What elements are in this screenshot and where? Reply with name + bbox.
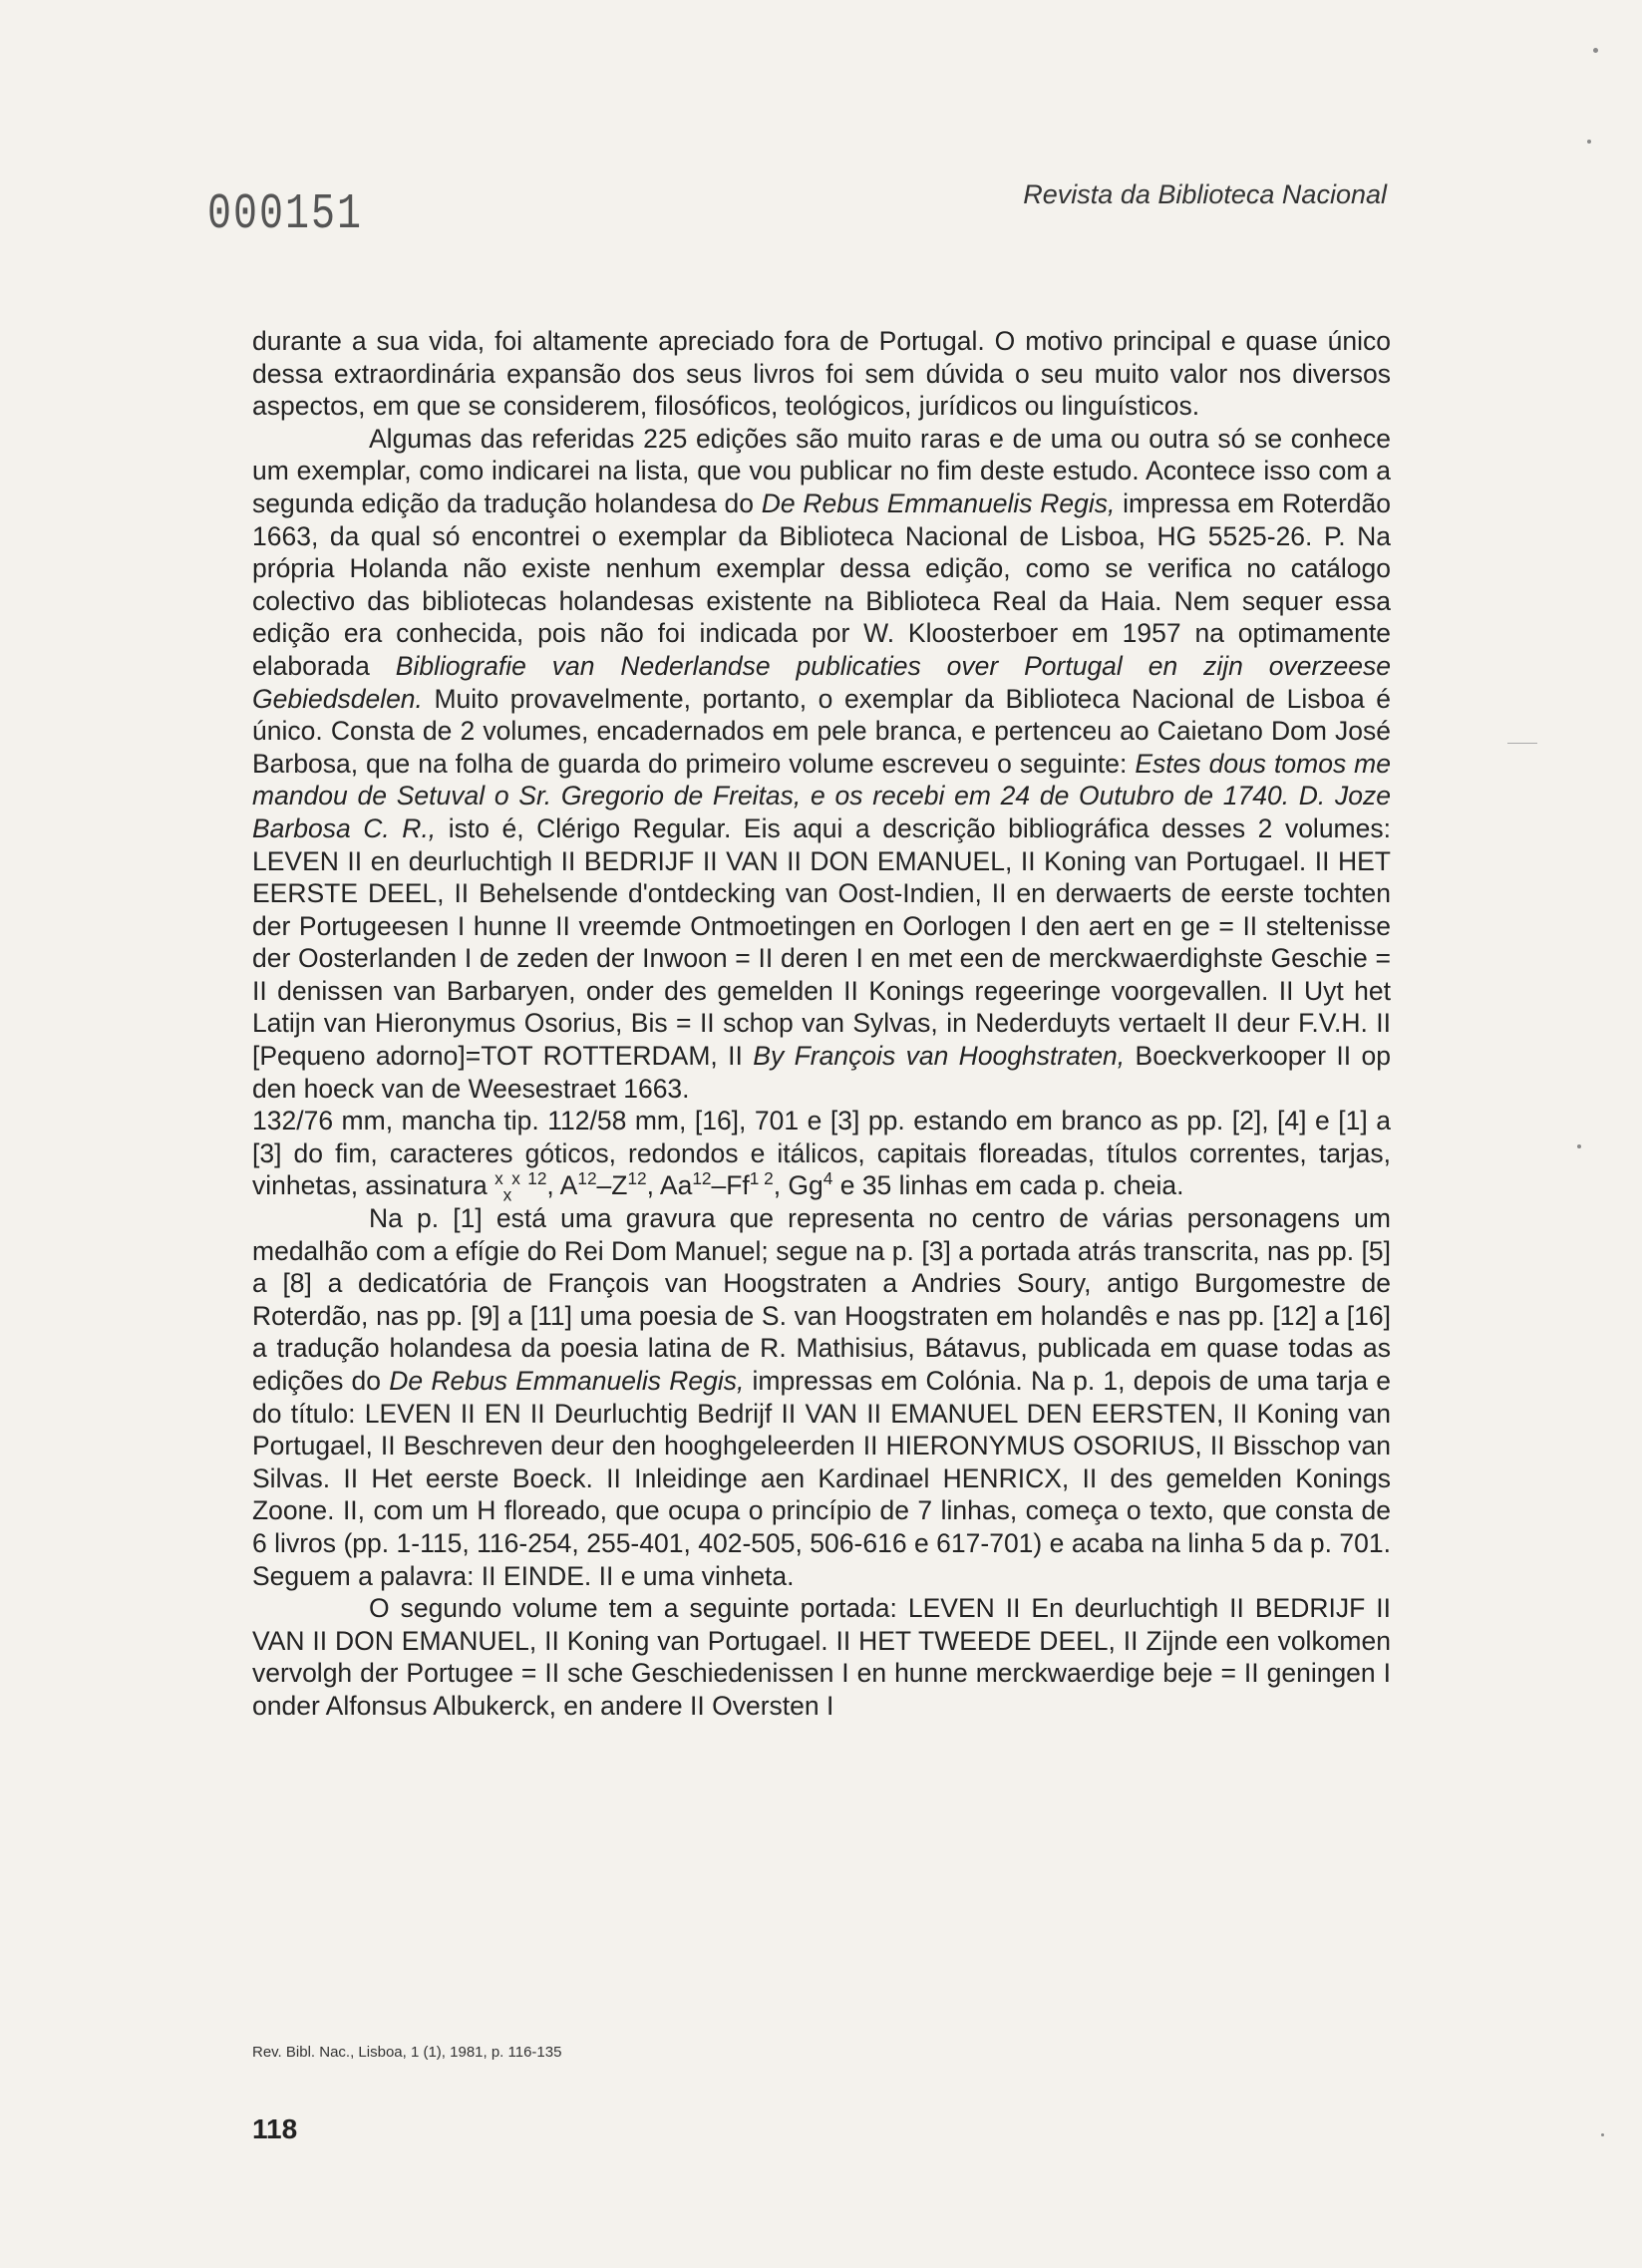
archive-stamp-number: 000151 [207, 187, 364, 244]
page-number: 118 [252, 2113, 298, 2144]
bibliographic-description: 132/76 mm, mancha tip. 112/58 mm, [16], 701 e [3] pp. estando em branco as pp. [2], [4] e [1] a [3] do fim, caracteres góticos, redondos e itálicos, capitais floreadas, títulos correntes, tarjas, vinhetas, assinatura $^x_x^x$ $^{12}$, $A^{12}-Z^{12}$, $Aa^{12}-Ff^{1 2}$, Gg$^4$ e 35 linhas em cada p. cheia. [252, 1106, 1391, 1205]
book-title: De Rebus Emmanuelis Regis, [389, 1366, 745, 1396]
printer-name: By François van Hooghstraten, [753, 1041, 1126, 1072]
paper-speck [1601, 2133, 1604, 2136]
paper-speck [1593, 48, 1598, 53]
paragraph-3: Na p. [1] está uma gravura que representa no centro de várias personagens um medalhão com a efígie do Rei Dom Manuel; segue na p. [3] a portada atrás transcrita, nas pp. [5] a [8] a dedicatória de François van Hoogstraten a Andries Soury, antigo Burgomestre de Roterdão, nas pp. [9] a [11] uma poesia de S. van Hoogstraten em holandês e nas pp. [12] a [16] a tradução holandesa da poesia latina de R. Mathisius, Bátavus, publicada em quase todas as edições do De Rebus Emmanuelis Regis, impressas em Colónia. Na p. 1, depois de uma tarja e do título: LEVEN II EN II Deurluchtig Bedrijf II VAN II EMANUEL DEN EERSTEN, II Koning van Portugael, II Beschreven deur den hooghgeleerden II HIERONYMUS OSORIUS, II Bisschop van Silvas. II Het eerste Boeck. II Inleidinge aen Kardinael HENRICX, II des gemelden Konings Zoone. II, com um H floreado, que ocupa o princípio de 7 linhas, começa o texto, que consta de 6 livros (pp. 1-115, 116-254, 255-401, 402-505, 506-616 e 617-701) e acaba na linha 5 da p. 701. Seguem a palavra: II EINDE. II e uma vinheta. [252, 1203, 1392, 1591]
book-title: De Rebus Emmanuelis Regis, [761, 487, 1116, 518]
running-head-title: Revista da Biblioteca Nacional [1023, 179, 1387, 209]
article-body [252, 325, 1391, 1723]
paragraph-4: O segundo volume tem a seguinte portada: LEVEN II En deurluchtigh II BEDRIJF II VAN II DON EMANUEL, II Koning van Portugael. II HET TWEEDE DEEL, II Zijnde een volkomen vervolgh der Portugee = II sche Geschiedenissen I en hunne merckwaerdige beje = II geningen I onder Alfonsus Albukerck, en andere II Oversten I [252, 1593, 1391, 1721]
quotation: Estes dous tomos me mandou de Setuval o Sr. Gregorio de Freitas, e os recebi em 24 de Outubro de 1740. D. Joze Barbosa C. R., [252, 748, 1391, 843]
paragraph-2: Algumas das referidas 225 edições são muito raras e de uma ou outra só se conhece um exemplar, como indicarei na lista, que vou publicar no fim deste estudo. Acontece isso com a segunda edição da tradução holandesa do De Rebus Emmanuelis Regis, impressa em Roterdão 1663, da qual só encontrei o exemplar da Biblioteca Nacional de Lisboa, HG 5525-26. P. Na própria Holanda não existe nenhum exemplar dessa edição, como se verifica no catálogo colectivo das bibliotecas holandesas existente na Biblioteca Real da Haia. Nem sequer essa edição era conhecida, pois não foi indicada por W. Kloosterboer em 1957 na optimamente elaborada Bibliografie van Nederlandse publicaties over Portugal en zijn overzeese Gebiedsdelen. Muito provavelmente, portanto, o exemplar da Biblioteca Nacional de Lisboa é único. Consta de 2 volumes, encadernados em pele branca, e pertenceu ao Caietano Dom José Barbosa, que na folha de guarda do primeiro volume escreveu o seguinte: Estes dous tomos me mandou de Setuval o Sr. Gregorio de Freitas, e os recebi em 24 de Outubro de 1740. D. Joze Barbosa C. R., isto é, Clérigo Regular. Eis aqui a descrição bibliográfica desses 2 volumes: LEVEN II en deurluchtigh II BEDRIJF II VAN II DON EMANUEL, II Koning van Portugael. II HET EERSTE DEEL, II Behelsende d'ontdecking van Oost-Indien, II en derwaerts de eerste tochten der Portugeesen I hunne II vreemde Ontmoetingen en Oorlogen I den aert en ge = II steltenisse der Oosterlanden I de zeden der Inwoon = II deren I en met een de merckwaerdighste Geschie = II denissen van Barbaryen, onder des gemelden II Konings regeeringe voorgevallen. II Uyt het Latijn van Hieronymus Osorius, Bis = II schop van Sylvas, in Nederduyts vertaelt II deur F.V.H. II [Pequeno adorno]=TOT ROTTERDAM, II By François van Hooghstraten, Boeckverkooper II op den hoeck van de Weesestraet 1663. [252, 423, 1391, 1104]
footer-citation: Rev. Bibl. Nac., Lisboa, 1 (1), 1981, p. 116-135 [252, 2044, 562, 2061]
book-title: Bibliografie van Nederlandse publicaties over Portugal en zijn overzeese Gebiedsdelen. [252, 650, 1391, 714]
paper-speck [1587, 140, 1591, 144]
paragraph-1: durante a sua vida, foi altamente apreciado fora de Portugal. O motivo principal e quase único dessa extraordinária expansão dos seus livros foi sem dúvida o seu muito valor nos diversos aspectos, em que se considerem, filosóficos, teológicos, jurídicos ou linguísticos. [252, 326, 1391, 422]
paper-speck [1577, 1144, 1581, 1148]
edge-mark [1507, 743, 1537, 744]
